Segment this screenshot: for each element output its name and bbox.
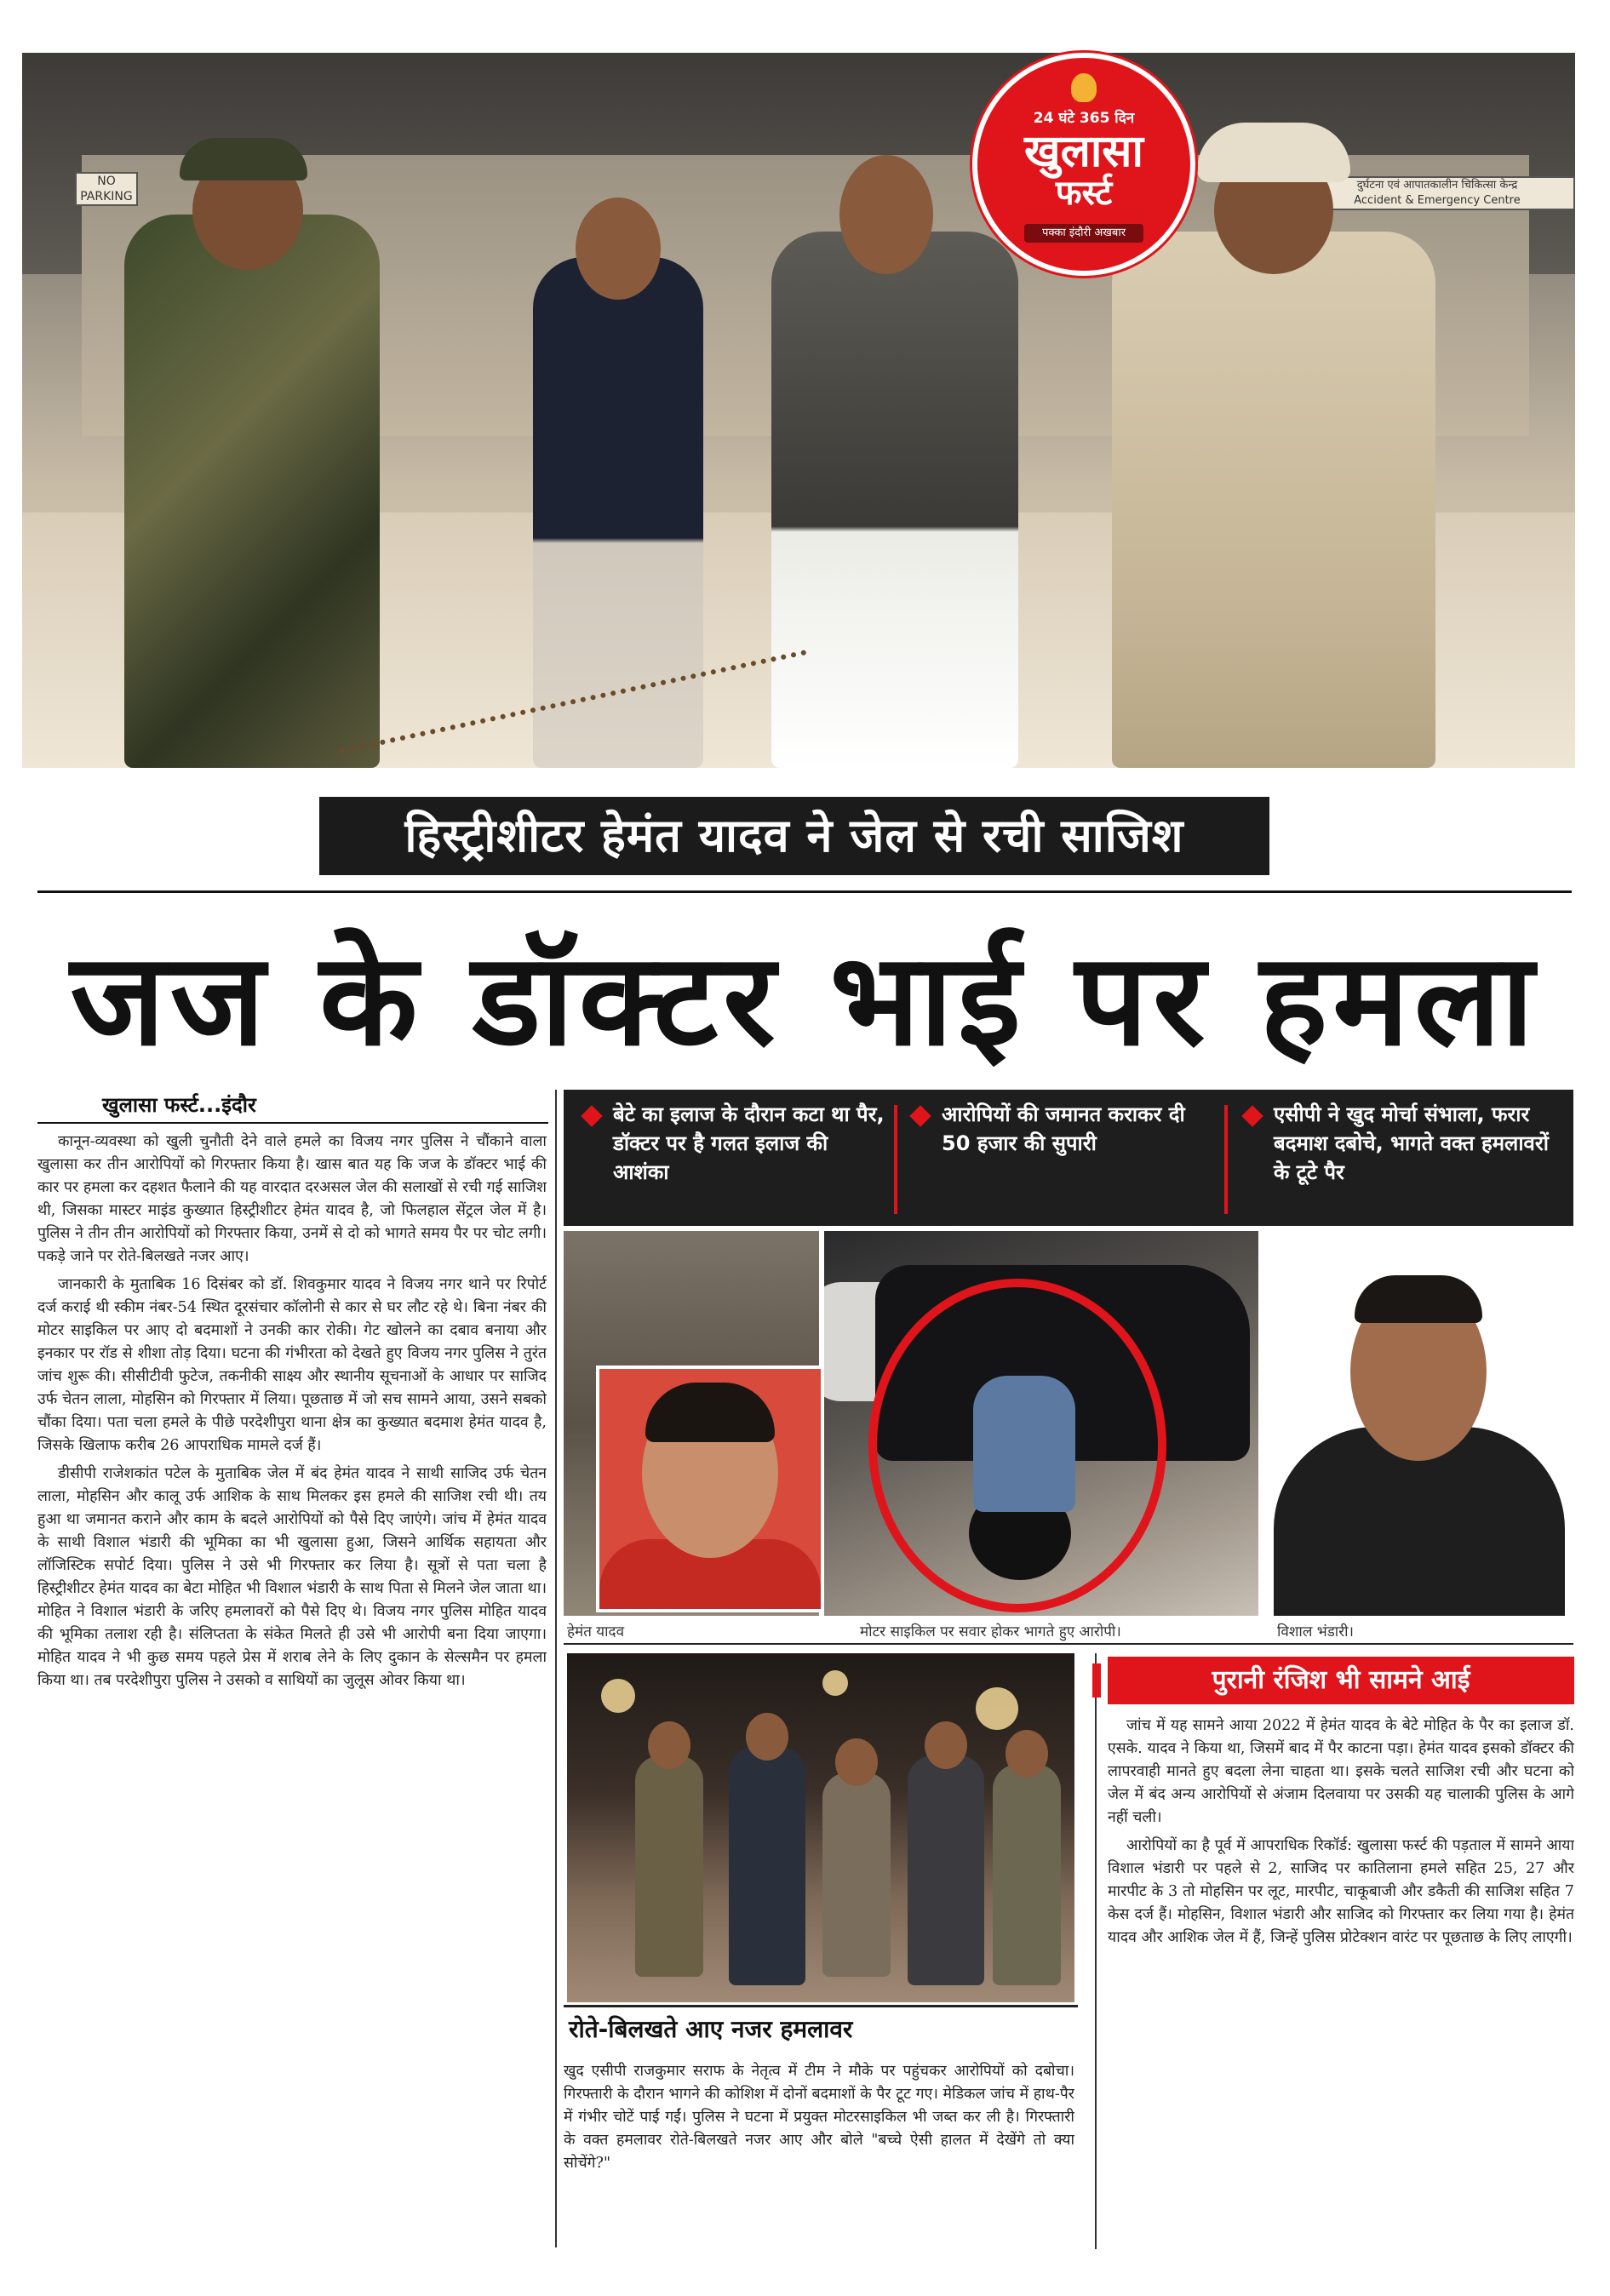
caption-bike: मोटर साइकिल पर सवार होकर भागते हुए आरोपी।	[860, 1623, 1121, 1640]
hemant-yadav-photo	[596, 1366, 824, 1612]
column-divider	[1095, 1653, 1097, 2249]
hair	[1355, 1275, 1482, 1323]
figure-head	[1006, 1730, 1048, 1778]
deity-icon	[1071, 73, 1097, 102]
vishal-bhandari-photo	[1265, 1231, 1573, 1616]
figure	[993, 1764, 1061, 1985]
article-paragraph: जांच में यह सामने आया 2022 में हेमंत यादव के बेटे मोहित के पैर का इलाज डॉ. एसके. यादव ने किया था, जिसमें बाद में पैर काटना पड़ा। हेमंत यादव इसको डॉक्टर की लापरवाही मानते हुए बदला लेना चाहता था। इसके चलते साजिश रची और घटना को जेल में बंद अन्य आरोपियों से अंजाम दिलवाया पर उसकी यह चालाकी पुलिस के आगे नहीं चली।	[1108, 1717, 1574, 1826]
bullet-icon	[909, 1105, 931, 1126]
column-divider	[555, 1090, 557, 2247]
top-photo	[22, 53, 1575, 768]
figure	[635, 1755, 703, 1977]
figure	[729, 1747, 805, 1985]
highlight-separator	[1224, 1105, 1228, 1214]
accused-2	[771, 232, 1018, 768]
old-rivalry-heading-box	[1108, 1657, 1574, 1704]
officer-right-cap	[1197, 123, 1350, 182]
accused-1-head	[576, 198, 661, 300]
left-article-column	[37, 1131, 547, 2237]
article-paragraph: जानकारी के मुताबिक 16 दिसंबर को डॉ. शिवकुमार यादव ने विजय नगर थाने पर रिपोर्ट दर्ज कराई थी स्कीम नंबर-54 स्थित दूरसंचार कॉलोनी से कार से घर लौट रहे थे। बिना नंबर की मोटर साइकिल पर आए दो बदमाशों ने उनकी कार रोकी। गेट खोलने का दबाव बनाया और इनकार पर रॉड से शीशा तोड़ दिया। घटना की गंभीरता को देखते हुए विजय नगर पुलिस ने तुरंत जांच शुरू की। सीसीटीवी फुटेज, तकनीकी साक्ष्य और स्थानीय सूचनाओं के आधार पर साजिद उर्फ चेतन लाला, मोहसिन को गिरफ्तार में लिया। पूछताछ में जो सच सामने आया, उसने सबको चौंका दिया। पता चला हमले के पीछे परदेशीपुरा थाना क्षेत्र का कुख्यात बदमाश हेमंत यादव है, जिसके खिलाफ करीब 26 आपराधिक मामले दर्ज हैं।	[37, 1276, 547, 1454]
accused-2-head	[839, 155, 933, 274]
bullet-icon	[1241, 1105, 1263, 1126]
mid-article-text: खुद एसीपी राजकुमार सराफ के नेतृत्व में टीम ने मौके पर पहुंचकर आरोपियों को दबोचा। गिरफ्तारी के दौरान भागने की कोशिश में दोनों बदमाशों के पैर टूट गए। मेडिकल जांच में हाथ-पैर में गंभीर चोटें पाई गईं। पुलिस ने घटना में प्रयुक्त मोटरसाइकिल भी जब्त कर ली है। गिरफ्तारी के वक्त हमलावर रोते-बिलखते नजर आए और बोले "बच्चे ऐसी हालत में देखेंगे तो क्या सोचेंगे?"	[564, 2063, 1074, 2172]
highlight-box: बेटे का इलाज के दौरान कटा था पैर, डॉक्टर पर है गलत इलाज की आशंका	[584, 1100, 891, 1219]
kicker-headline: हिस्ट्रीशीटर हेमंत यादव ने जेल से रची साजिश	[319, 797, 1269, 875]
figure	[908, 1755, 984, 1985]
officer-left	[124, 215, 380, 768]
right-article-column	[1108, 1715, 1574, 2242]
logo-name-line2: फर्स्ट	[1055, 174, 1113, 213]
highlight-box: एसीपी ने खुद मोर्चा संभाला, फरार बदमाश दबोचे, भागते वक्त हमलावरों के टूटे पैर	[1245, 1100, 1568, 1219]
newspaper-logo	[972, 53, 1195, 276]
accent-bar	[1092, 1663, 1101, 1698]
light	[976, 1687, 1018, 1730]
hair	[645, 1383, 775, 1442]
light	[601, 1679, 635, 1713]
bullet-icon	[581, 1105, 602, 1126]
main-headline: जज के डॉक्टर भाई पर हमला	[70, 926, 1539, 1074]
crowd-section-title: रोते-बिलखते आए नजर हमलावर	[569, 2015, 853, 2043]
highlight-separator	[894, 1105, 897, 1214]
light	[822, 1670, 848, 1696]
divider	[37, 1122, 548, 1124]
caption-vishal: विशाल भंडारी।	[1277, 1623, 1354, 1640]
officer-right	[1112, 232, 1435, 768]
crowd-section	[564, 2005, 1078, 2055]
figure-head	[648, 1721, 690, 1769]
divider	[37, 890, 1572, 893]
no-parking-sign: NO PARKING	[75, 172, 138, 206]
officer-left-cap	[180, 138, 307, 180]
arrest-crowd-photo	[567, 1653, 1074, 2002]
figure	[822, 1772, 891, 1977]
logo-tagline-top: 24 घंटे 365 दिन	[1033, 110, 1135, 127]
cctv-bike-photo	[824, 1231, 1258, 1616]
highlight-strip	[564, 1090, 1573, 1226]
logo-name-line1: खुलासा	[1024, 126, 1143, 177]
dateline: खुलासा फर्स्ट...इंदौर	[102, 1093, 256, 1117]
highlight-box: आरोपियों की जमानत कराकर दी 50 हजार की सुपारी	[913, 1100, 1219, 1219]
old-rivalry-heading: पुरानी रंजिश भी सामने आई	[1212, 1665, 1470, 1695]
divider	[564, 1643, 1573, 1645]
highlight-circle	[868, 1279, 1166, 1612]
figure-head	[746, 1713, 788, 1761]
article-paragraph: आरोपियों का है पूर्व में आपराधिक रिकॉर्ड: खुलासा फर्स्ट की पड़ताल में सामने आया विशाल भंडारी पर पहले से 2, साजिद पर कातिलाना हमले सहित 25, 27 और मारपीट के 3 तो मोहसिन पर लूट, मारपीट, चाकूबाजी और डकैती की साजिश सहित 7 केस दर्ज हैं। मोहसिन, विशाल भंडारी और साजिद को गिरफ्तार कर लिया गया है। हेमंत यादव और आशिक जेल में हैं, जिन्हें पुलिस प्रोटेक्शन वारंट पर पूछताछ के लिए लाएगी।	[1108, 1837, 1574, 1946]
figure-head	[835, 1738, 878, 1786]
emergency-sign: दुर्घटना एवं आपातकालीन चिकित्सा केन्द्र Accident & Emergency Centre	[1299, 176, 1575, 210]
caption-hemant: हेमंत यादव	[567, 1623, 625, 1640]
article-paragraph: डीसीपी राजेशकांत पटेल के मुताबिक जेल में बंद हेमंत यादव ने साथी साजिद उर्फ चेतन लाला, मोहसिन और कालू उर्फ आशिक के साथ मिलकर इस हमले की साजिश रची थी। तय हुआ था जमानत कराने और काम के बदले आरोपियों को पैसे दिए जाएंगे। जांच में हेमंत यादव के साथी विशाल भंडारी की भूमिका का भी खुलासा हुआ, जिसने आर्थिक सहायता और लॉजिस्टिक सपोर्ट दिया। पुलिस ने उसे भी गिरफ्तार कर लिया है। सूत्रों से पता चला है हिस्ट्रीशीटर हेमंत यादव का बेटा मोहित भी विशाल भंडारी के साथ पिता से मिलने जेल जाता था। मोहित ने विशाल भंडारी के जरिए हमलावरों को पैसे दिए थे। विजय नगर पुलिस मोहित यादव की भूमिका तलाश रही है। संलिप्तता के संकेत मिलते ही उसे भी आरोपी बना दिया जाएगा। मोहित यादव ने भी कुछ समय पहले प्रेस में शराब लेने के लिए दुकान के सेल्समैन पर हमला किया था। तब परदेशीपुरा पुलिस ने उसको व साथियों का जुलूस ओवर किया था।	[37, 1465, 547, 1689]
article-paragraph: कानून-व्यवस्था को खुली चुनौती देने वाले हमले का विजय नगर पुलिस ने चौंकाने वाला खुलासा कर तीन आरोपियों को गिरफ्तार किया है। खास बात यह कि जज के डॉक्टर भाई की कार पर हमला कर दहशत फैलाने की यह वारदात दरअसल जेल की सलाखों से रची गई साजिश थी, जिसका मास्टर माइंड कुख्यात हिस्ट्रीशीटर हेमंत यादव है, जो फिलहाल सेंट्रल जेल में है। पुलिस ने तीन तीन आरोपियों को गिरफ्तार किया, उनमें से दो को भागते समय पैर पर चोट लगी। पकड़े जाने पर रोते-बिलखते नजर आए।	[37, 1133, 547, 1265]
logo-tagline-bottom: पक्का इंदौरी अखबार	[1024, 224, 1143, 243]
figure-head	[925, 1721, 967, 1769]
